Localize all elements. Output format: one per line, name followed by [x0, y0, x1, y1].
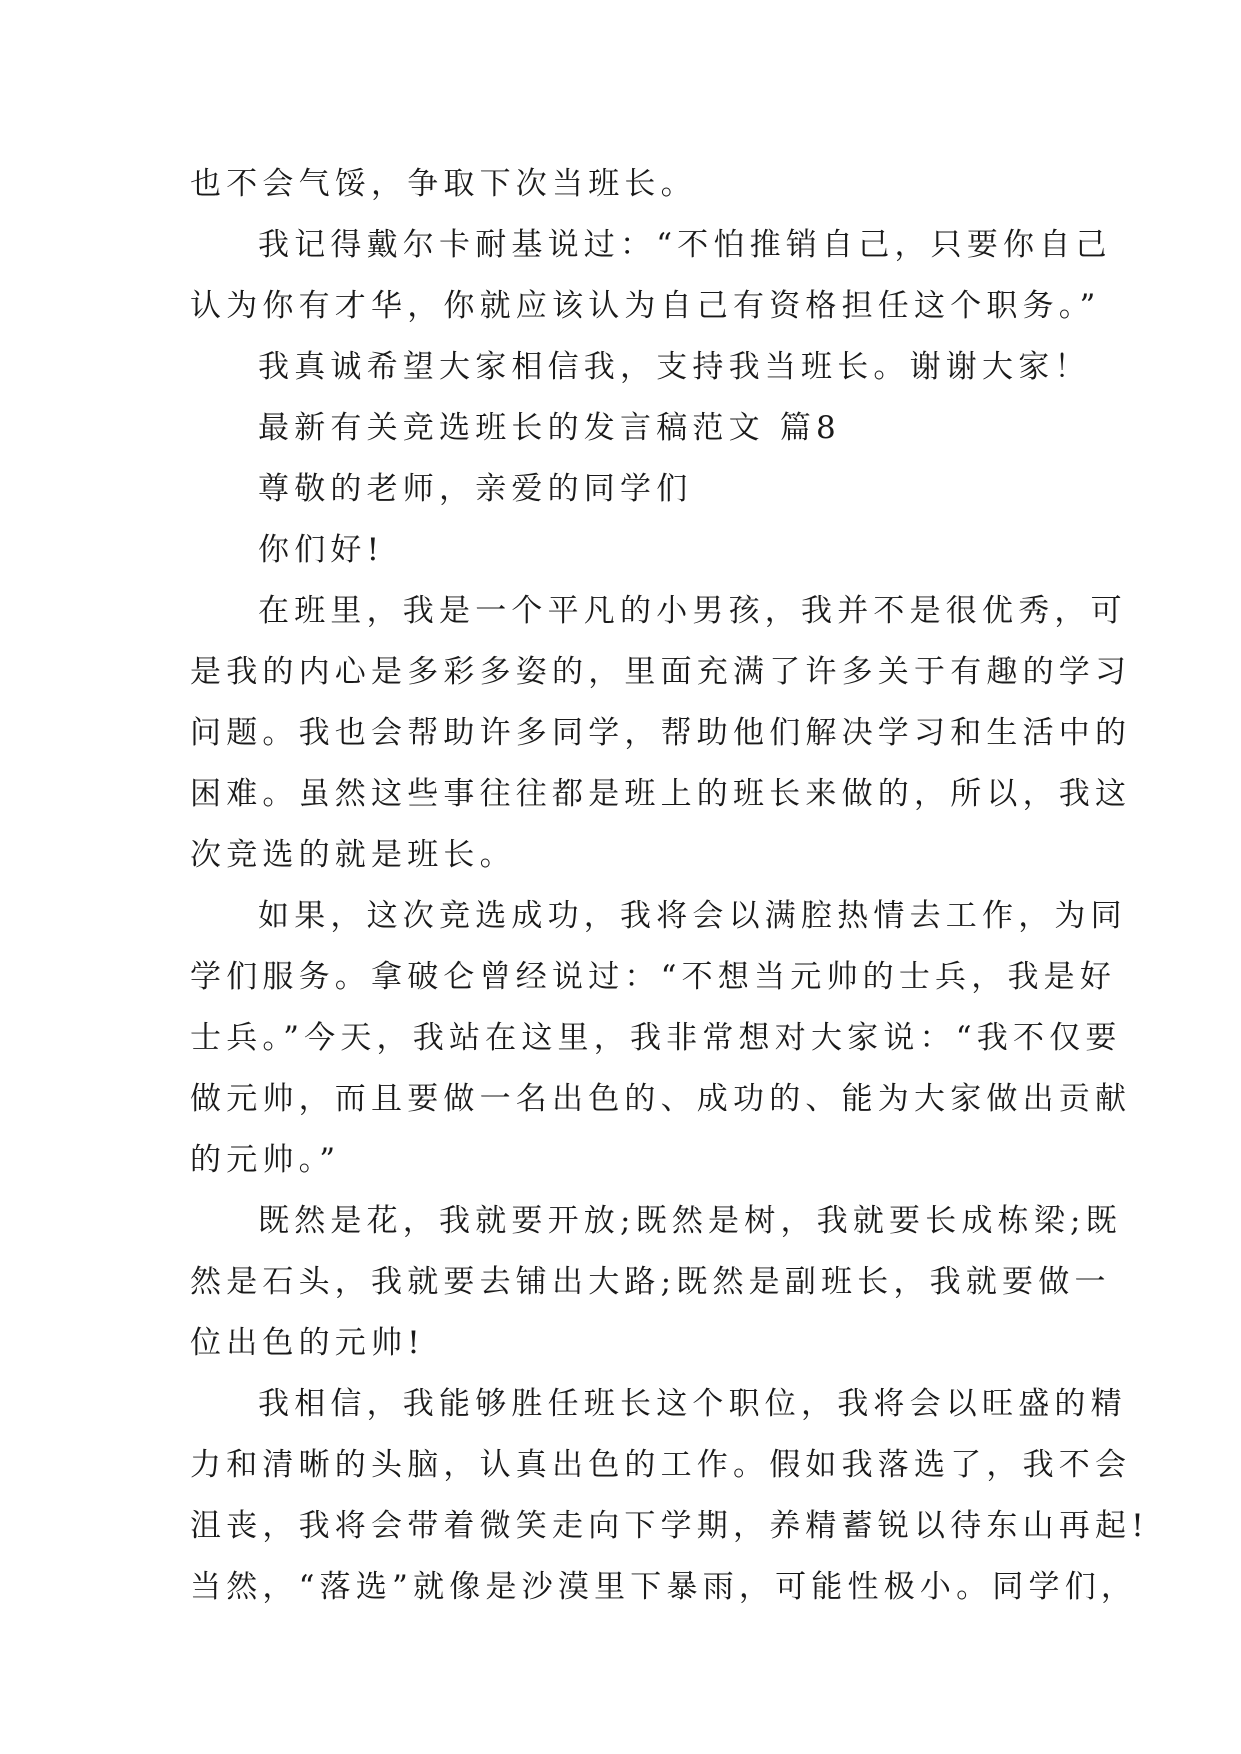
text-line: 然是石头，我就要去铺出大路;既然是副班长，我就要做一 — [190, 1264, 1111, 1300]
salutation: 尊敬的老师，亲爱的同学们 — [258, 471, 693, 507]
text-line: 我记得戴尔卡耐基说过：“不怕推销自己，只要你自己 — [258, 227, 1112, 263]
text-line: 学们服务。拿破仑曾经说过：“不想当元帅的士兵，我是好 — [190, 959, 1117, 995]
text-line: 既然是花，我就要开放;既然是树，我就要长成栋梁;既 — [258, 1203, 1122, 1239]
text-line: 次竞选的就是班长。 — [190, 837, 516, 873]
text-line: 是我的内心是多彩多姿的，里面充满了许多关于有趣的学习 — [190, 654, 1132, 690]
text-line: 如果，这次竞选成功，我将会以满腔热情去工作，为同 — [258, 898, 1127, 934]
text-line: 沮丧，我将会带着微笑走向下学期，养精蓄锐以待东山再起! — [190, 1508, 1149, 1544]
text-line: 我相信，我能够胜任班长这个职位，我将会以旺盛的精 — [258, 1386, 1127, 1422]
text-line: 在班里，我是一个平凡的小男孩，我并不是很优秀，可 — [258, 593, 1127, 629]
text-line: 我真诚希望大家相信我，支持我当班长。谢谢大家！ — [258, 349, 1091, 385]
text-line: 也不会气馁，争取下次当班长。 — [190, 166, 697, 202]
text-line: 当然，“落选”就像是沙漠里下暴雨，可能性极小。同学们， — [190, 1569, 1138, 1605]
text-line: 困难。虽然这些事往往都是班上的班长来做的，所以，我这 — [190, 776, 1132, 812]
text-line: 士兵。”今天，我站在这里，我非常想对大家说：“我不仅要 — [190, 1020, 1122, 1056]
text-line: 认为你有才华，你就应该认为自己有资格担任这个职务。” — [190, 288, 1101, 324]
text-line: 力和清晰的头脑，认真出色的工作。假如我落选了，我不会 — [190, 1447, 1132, 1483]
text-line: 位出色的元帅! — [190, 1325, 425, 1361]
text-line: 问题。我也会帮助许多同学，帮助他们解决学习和生活中的 — [190, 715, 1132, 751]
section-heading: 最新有关竞选班长的发言稿范文 篇8 — [258, 410, 841, 446]
document-body — [190, 154, 1149, 1618]
text-line: 做元帅，而且要做一名出色的、成功的、能为大家做出贡献 — [190, 1081, 1132, 1117]
greeting: 你们好! — [258, 532, 385, 568]
text-line: 的元帅。” — [190, 1142, 341, 1178]
